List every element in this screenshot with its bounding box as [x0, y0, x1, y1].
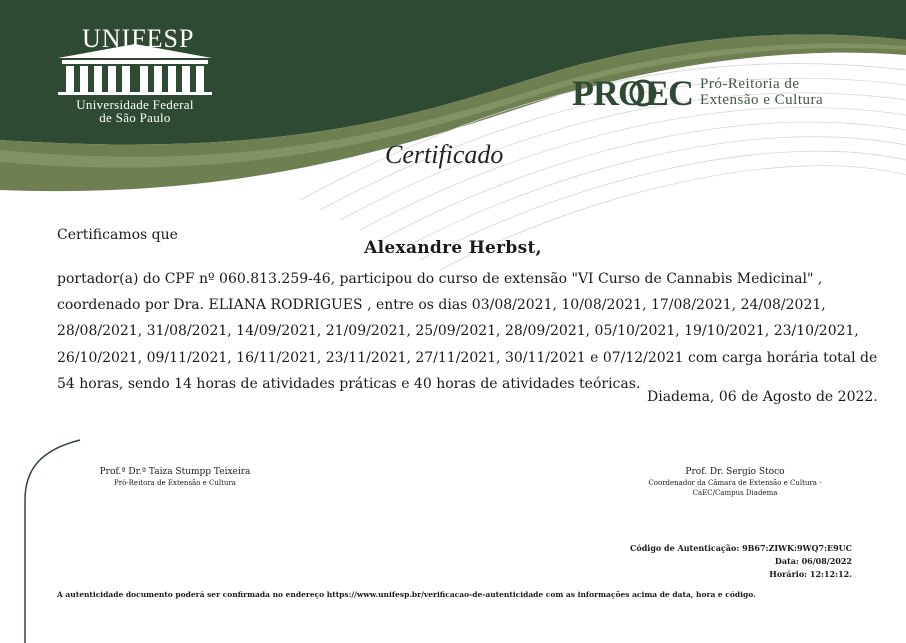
body-line-4: 26/10/2021, 09/11/2021, 16/11/2021, 23/11/2021, 27/11/2021, 30/11/2021 e 07/12/2021 com carga horária total de — [57, 350, 878, 366]
proec-logo: PROEC — [572, 73, 693, 113]
certificate-title: Certificado — [385, 140, 504, 169]
recipient-name: Alexandre Herbst, — [364, 238, 542, 258]
unifesp-logo-name: UNIFESP — [82, 24, 195, 53]
proec-subtitle-2: Extensão e Cultura — [700, 92, 824, 108]
certificate-intro: Certificamos que — [57, 227, 178, 243]
place-and-date: Diadema, 06 de Agosto de 2022. — [647, 389, 878, 405]
proec-subtitle-1: Pró-Reitoria de — [700, 76, 800, 92]
signature-right-role-2: CaEC/Campus Diadema — [692, 489, 778, 497]
body-line-3: 28/08/2021, 31/08/2021, 14/09/2021, 21/09/2021, 25/09/2021, 28/09/2021, 05/10/2021, 19/10/2021, 23/10/2021, — [57, 323, 859, 339]
authentication-time: Horário: 12:12:12. — [769, 569, 852, 579]
body-line-1: portador(a) do CPF nº 060.813.259-46, participou do curso de extensão "VI Curso de Cannabis Medicinal" , — [57, 271, 823, 287]
unifesp-logo-subtitle-1: Universidade Federal — [76, 97, 194, 112]
body-line-5: 54 horas, sendo 14 horas de atividades práticas e 40 horas de atividades teóricas. — [57, 376, 641, 392]
signature-left-role: Pró-Reitora de Extensão e Cultura — [114, 479, 236, 487]
unifesp-logo-subtitle-2: de São Paulo — [99, 110, 171, 125]
signature-right-name: Prof. Dr. Sergio Stoco — [685, 467, 785, 477]
body-line-2: coordenado por Dra. ELIANA RODRIGUES , entre os dias 03/08/2021, 10/08/2021, 17/08/2021, 24/08/2021, — [57, 297, 826, 313]
authentication-code: Código de Autenticação: 9B67:ZIWK:9WQ7:E9UC — [630, 543, 852, 553]
signature-right-role-1: Coordenador da Câmara de Extensão e Cultura - — [648, 479, 822, 487]
signature-left-name: Prof.ª Dr.ª Taiza Stumpp Teixeira — [99, 467, 251, 477]
authentication-date: Data: 06/08/2022 — [774, 556, 852, 566]
authenticity-footer-note: A autenticidade documento poderá ser confirmada no endereço https://www.unifesp.br/verificacao-de-autenticidade com as informações acima de data, hora e código. — [57, 590, 756, 599]
